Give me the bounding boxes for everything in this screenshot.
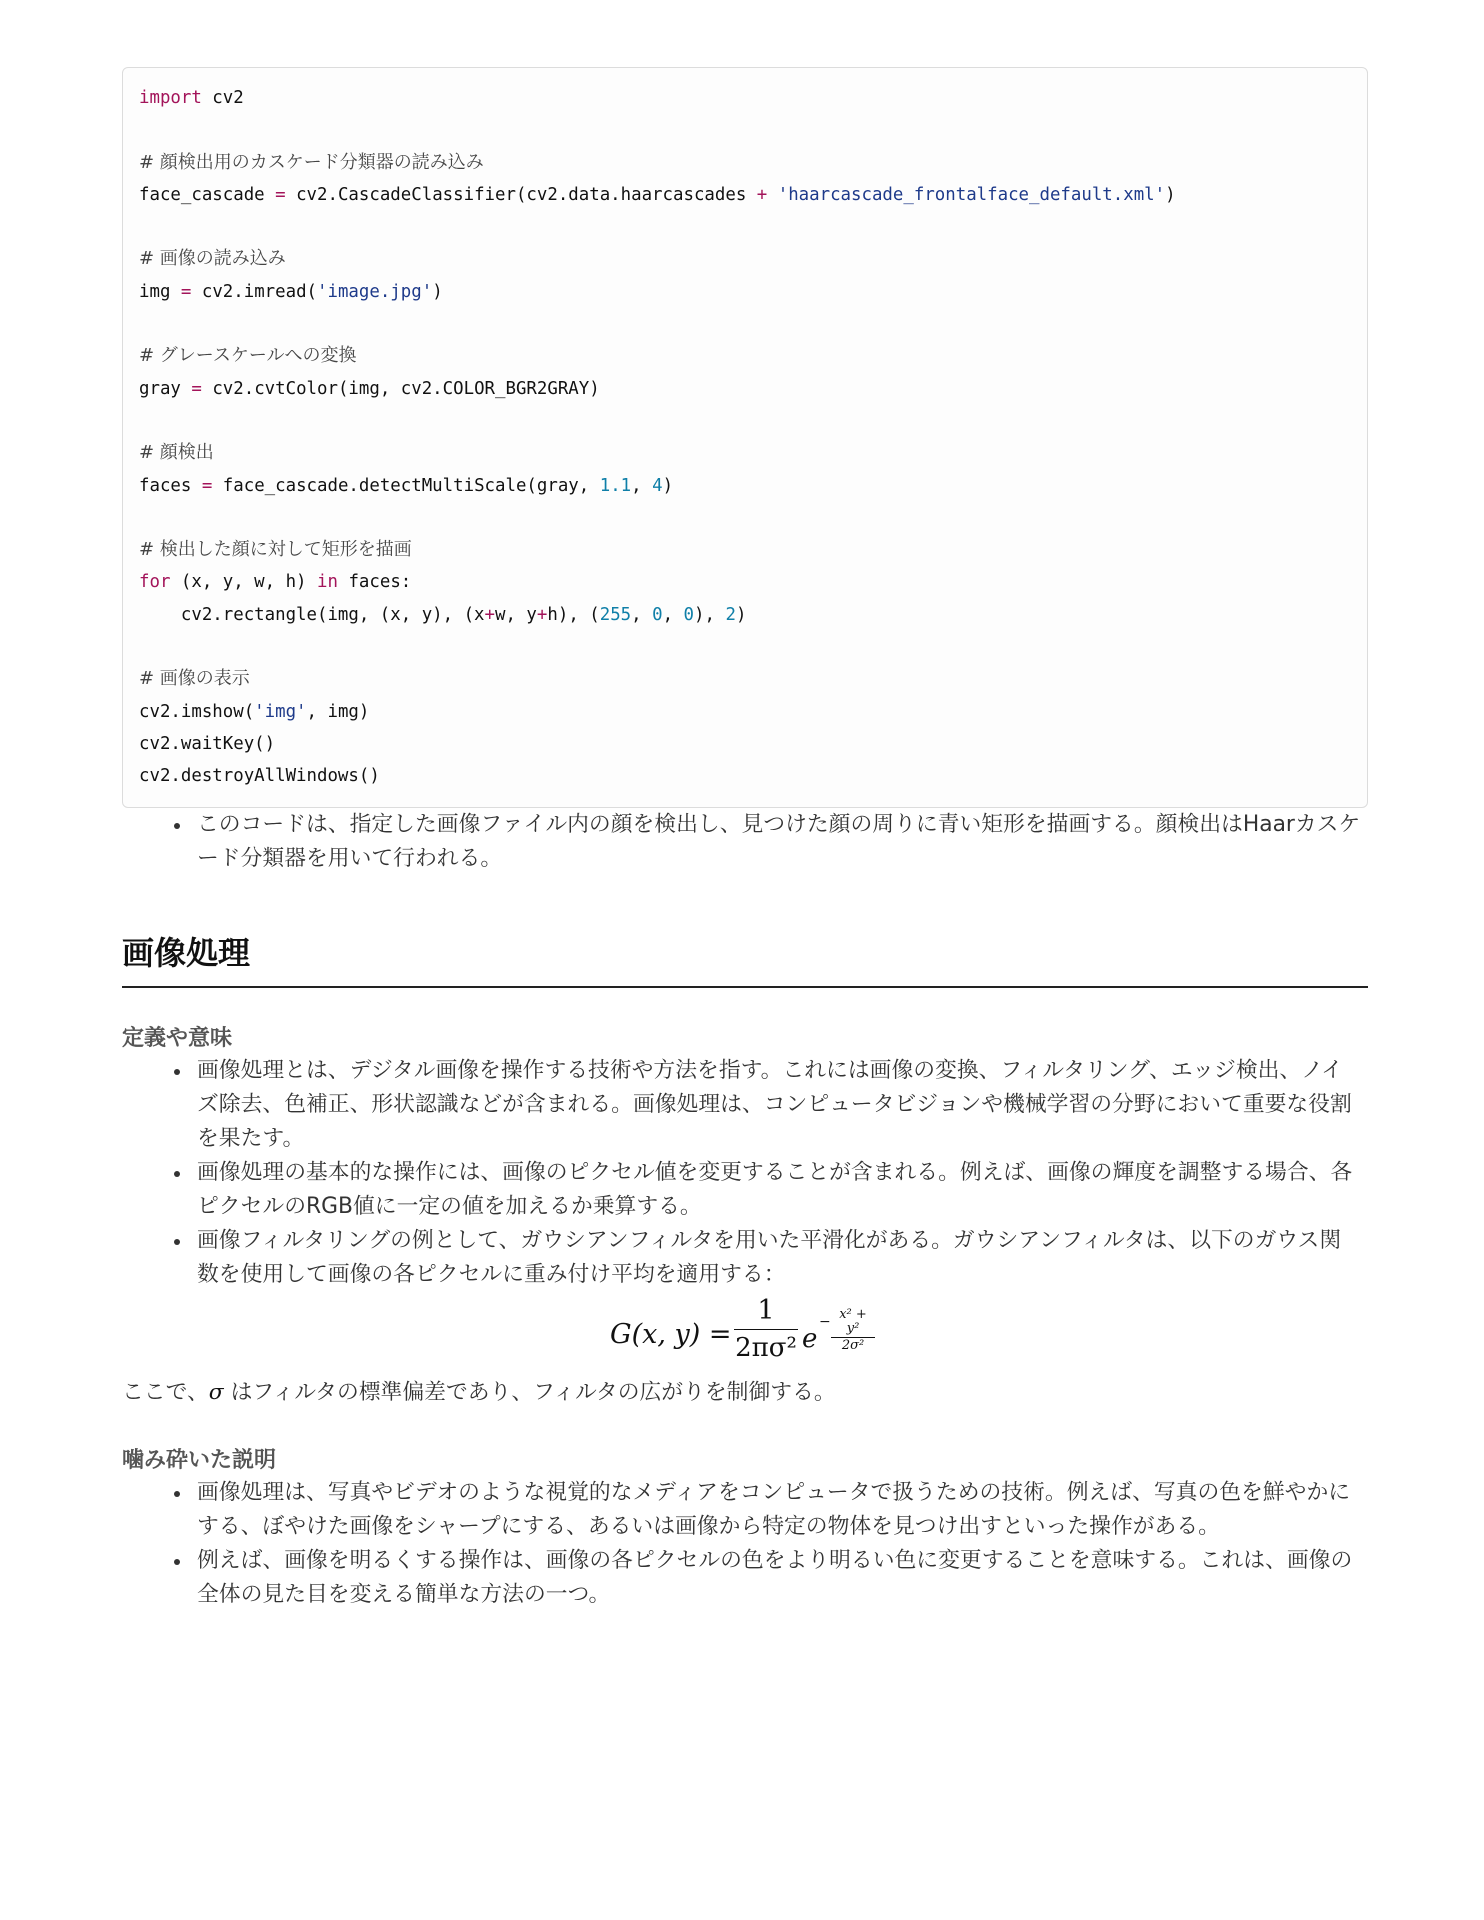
- code-token: import: [139, 88, 202, 108]
- code-token: faces:: [337, 572, 412, 593]
- code-blank-line: [139, 631, 1367, 663]
- code-token: [767, 185, 777, 205]
- code-token: in: [317, 572, 338, 593]
- list-item: 画像処理は、写真やビデオのような視覚的なメディアをコンピュータで扱うための技術。例えば、写真の色を鮮やかにする、ぼやけた画像をシャープにする、あるいは画像から特定の物体を見つけ出すといった操作がある。: [122, 1476, 1362, 1544]
- formula-fraction: [734, 1296, 798, 1364]
- definition-list: [122, 1054, 1368, 1292]
- code-line: [139, 760, 1367, 792]
- code-line: [139, 599, 1367, 631]
- formula-exponential-base: e: [802, 1323, 818, 1354]
- code-token: 2: [725, 604, 736, 625]
- code-comment-line: # 画像の読み込み: [139, 248, 286, 270]
- code-token: cv2.CascadeClassifier(cv2.data.haarcascades: [285, 184, 757, 205]
- code-token: 1.1: [599, 475, 632, 496]
- code-token: 0: [652, 604, 663, 625]
- fraction-bar: [734, 1329, 798, 1331]
- code-token: ): [735, 604, 747, 625]
- code-token: cv2.rectangle(img, (x, y), (x: [139, 604, 485, 625]
- code-token: , img): [306, 701, 370, 722]
- code-blank-line: [139, 114, 1367, 146]
- code-token: cv2.waitKey(): [139, 733, 276, 754]
- exponent-fraction: [831, 1308, 875, 1353]
- code-token: 'haarcascade_frontalface_default.xml': [777, 184, 1166, 205]
- list-item: 画像フィルタリングの例として、ガウシアンフィルタを用いた平滑化がある。ガウシアンフィルタは、以下のガウス関数を使用して画像の各ピクセルに重み付け平均を適用する：: [122, 1224, 1362, 1292]
- code-token: ): [662, 475, 674, 496]
- code-line: [139, 696, 1367, 728]
- code-token: cv2.imshow(: [139, 701, 255, 722]
- list-item: 画像処理とは、デジタル画像を操作する技術や方法を指す。これには画像の変換、フィルタリング、エッジ検出、ノイズ除去、色補正、形状認識などが含まれる。画像処理は、コンピュータビジョンや機械学習の分野において重要な役割を果たす。: [122, 1054, 1362, 1156]
- code-note-item: このコードは、指定した画像ファイル内の顔を検出し、見つけた顔の周りに青い矩形を描画する。顔検出はHaarカスケード分類器を用いて行われる。: [122, 808, 1362, 876]
- formula-numerator: 1: [757, 1294, 775, 1326]
- formula-explanation: [122, 1376, 1368, 1410]
- code-token: faces: [139, 475, 202, 496]
- exponent-sign: −: [819, 1313, 831, 1330]
- formula-lhs: G(x, y) =: [610, 1318, 732, 1350]
- exponent-denominator: 2σ²: [841, 1337, 865, 1353]
- code-token: face_cascade: [139, 184, 276, 205]
- explanation-suffix: はフィルタの標準偏差であり、フィルタの広がりを制御する。: [223, 1379, 836, 1405]
- code-blank-line: [139, 308, 1367, 340]
- sigma-symbol: σ: [208, 1379, 224, 1405]
- code-token: =: [180, 281, 192, 302]
- exponent-numerator: x² + y²: [839, 1306, 867, 1336]
- code-line: [139, 82, 1367, 114]
- code-note-list: [122, 808, 1368, 876]
- code-token: ,: [631, 604, 653, 625]
- code-token: ): [1165, 184, 1176, 205]
- code-line: [139, 728, 1367, 760]
- code-comment-line: # 顔検出: [139, 442, 214, 464]
- code-line: [139, 566, 1367, 598]
- code-token: ,: [631, 475, 653, 496]
- code-token: 0: [683, 604, 695, 625]
- code-token: =: [201, 475, 213, 496]
- code-token: w, y: [495, 604, 537, 625]
- code-token: 4: [652, 475, 663, 496]
- code-token: 255: [599, 604, 632, 625]
- code-token: =: [191, 378, 202, 399]
- simple-explanation-heading: 噛み砕いた説明: [122, 1447, 277, 1473]
- document-content: [122, 67, 1368, 1612]
- code-blank-line: [139, 502, 1367, 534]
- section-heading: 画像処理: [122, 932, 1368, 988]
- code-token: cv2.cvtColor(img, cv2.COLOR_BGR2GRAY): [201, 378, 600, 399]
- code-token: cv2.destroyAllWindows(): [139, 766, 380, 787]
- explanation-prefix: ここで、: [122, 1379, 209, 1405]
- code-line: [139, 179, 1367, 211]
- code-token: img: [139, 281, 181, 302]
- code-token: cv2.imread(: [191, 281, 318, 302]
- code-line: [139, 276, 1367, 308]
- code-comment-line: # 画像の表示: [139, 668, 250, 690]
- code-token: ): [432, 281, 443, 302]
- code-token: +: [756, 184, 768, 205]
- code-blank-line: [139, 211, 1367, 243]
- formula-denominator: 2πσ²: [735, 1333, 797, 1364]
- code-token: +: [536, 604, 548, 625]
- code-token: ,: [662, 604, 684, 625]
- simple-explanation-list: [122, 1476, 1368, 1612]
- code-token: 'image.jpg': [317, 281, 433, 302]
- code-comment-line: # 顔検出用のカスケード分類器の読み込み: [139, 151, 484, 173]
- code-line: [139, 470, 1367, 502]
- code-blank-line: [139, 405, 1367, 437]
- code-token: +: [484, 604, 495, 625]
- code-comment-line: # グレースケールへの変換: [139, 345, 357, 367]
- code-token: for: [139, 572, 171, 593]
- code-token: face_cascade.detectMultiScale(gray,: [212, 475, 600, 496]
- code-token: gray: [139, 378, 192, 399]
- code-block[interactable]: [122, 67, 1368, 808]
- code-line: [139, 373, 1367, 405]
- code-token: cv2: [201, 88, 244, 108]
- code-token: ),: [694, 604, 726, 625]
- code-token: 'img': [254, 701, 307, 722]
- code-token: =: [275, 184, 286, 205]
- list-item: 例えば、画像を明るくする操作は、画像の各ピクセルの色をより明るい色に変更することを意味する。これは、画像の全体の見た目を変える簡単な方法の一つ。: [122, 1544, 1362, 1612]
- list-item: 画像処理の基本的な操作には、画像のピクセル値を変更することが含まれる。例えば、画像の輝度を調整する場合、各ピクセルのRGB値に一定の値を加えるか乗算する。: [122, 1156, 1362, 1224]
- code-token: h), (: [547, 604, 600, 625]
- definition-heading: 定義や意味: [122, 1025, 233, 1051]
- code-token: (x, y, w, h): [170, 572, 318, 593]
- gaussian-formula: [122, 1294, 1368, 1372]
- code-comment-line: # 検出した顔に対して矩形を描画: [139, 539, 412, 561]
